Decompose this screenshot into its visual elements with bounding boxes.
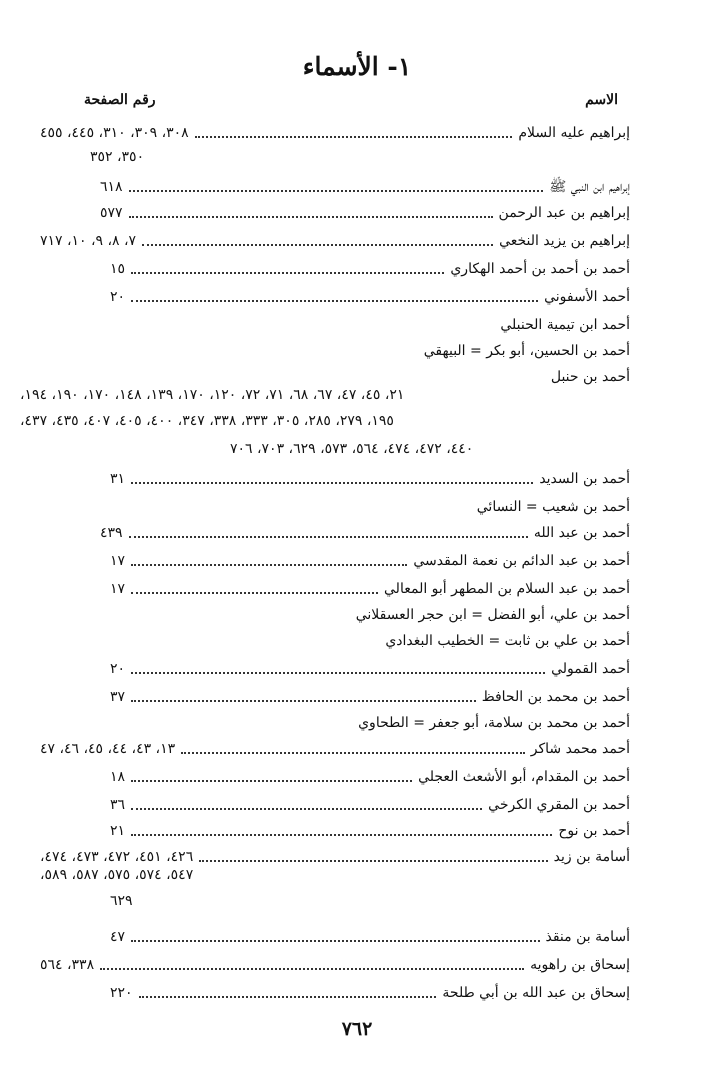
dotted-leader bbox=[131, 564, 407, 566]
entry-pages: ٣٥٠، ٣٥٢ bbox=[90, 149, 145, 165]
entry-pages: ٥٧٧ bbox=[100, 205, 123, 221]
entry-pages: ٢١ bbox=[110, 823, 126, 839]
dotted-leader bbox=[131, 592, 378, 594]
dotted-leader bbox=[142, 244, 493, 246]
entry-name: أحمد ابن تيمية الحنبلي bbox=[500, 317, 630, 333]
entry-name: إبراهيم بن عبد الرحمن bbox=[498, 205, 630, 221]
index-entry bbox=[40, 334, 630, 360]
entry-pages: ٢٠ bbox=[110, 661, 126, 677]
index-entry bbox=[40, 680, 630, 706]
entry-pages: ٣١ bbox=[110, 471, 126, 487]
entry-pages: ٦٢٩ bbox=[110, 893, 133, 909]
entry-pages: ٧، ٨، ٩، ١٠، ٧١٧ bbox=[40, 233, 137, 249]
continuation-line bbox=[20, 412, 600, 436]
entry-name: أحمد بن عبد الله bbox=[533, 525, 630, 541]
entry-name: أحمد بن علي بن ثابت = الخطيب البغدادي bbox=[385, 633, 630, 649]
dotted-leader bbox=[131, 672, 545, 674]
entry-name: أحمد بن الحسين، أبو بكر = البيهقي bbox=[423, 343, 630, 359]
index-entry bbox=[40, 598, 630, 624]
entry-pages: ٦١٨ bbox=[100, 179, 123, 195]
entry-name: أحمد بن محمد بن سلامة، أبو جعفر = الطحاوي bbox=[358, 715, 630, 731]
page-number: ٧٦٢ bbox=[341, 1018, 373, 1040]
entry-pages: ٢٠ bbox=[110, 289, 126, 305]
entry-pages: ٤٧ bbox=[110, 929, 126, 945]
dotted-leader bbox=[139, 996, 437, 998]
index-entry bbox=[40, 760, 630, 786]
index-entry bbox=[40, 976, 630, 1002]
continuation-line bbox=[40, 866, 630, 890]
dotted-leader bbox=[195, 136, 513, 138]
index-entry bbox=[40, 224, 630, 250]
index-entry bbox=[40, 948, 630, 974]
entry-name: أسامة بن منقذ bbox=[545, 929, 630, 945]
entry-name: أحمد بن عبد الدائم بن نعمة المقدسي bbox=[413, 553, 630, 569]
entry-pages: ١٧ bbox=[110, 553, 126, 569]
dotted-leader bbox=[131, 808, 482, 810]
index-entry bbox=[40, 116, 630, 142]
entry-name: أحمد القمولي bbox=[551, 661, 630, 677]
index-entry bbox=[40, 572, 630, 598]
index-entry bbox=[40, 840, 630, 866]
entry-name: أحمد بن شعيب = النسائي bbox=[476, 499, 630, 515]
column-header-pages: رقم الصفحة bbox=[84, 92, 156, 108]
entry-pages: ١٨ bbox=[110, 769, 126, 785]
entry-name: إسحاق بن عبد الله بن أبي طلحة bbox=[442, 985, 630, 1001]
entry-name: أحمد محمد شاكر bbox=[530, 741, 630, 757]
dotted-leader bbox=[131, 700, 476, 702]
index-entry bbox=[40, 920, 630, 946]
entry-pages: ١٣، ٤٣، ٤٤، ٤٥، ٤٦، ٤٧ bbox=[40, 741, 176, 757]
index-entry bbox=[40, 196, 630, 222]
entry-pages: ٢٢٠ bbox=[110, 985, 133, 1001]
dotted-leader bbox=[129, 216, 493, 218]
index-entry bbox=[40, 280, 630, 306]
entry-name: أحمد بن علي، أبو الفضل = ابن حجر العسقلاني bbox=[355, 607, 630, 623]
continuation-line bbox=[40, 892, 630, 916]
dotted-leader bbox=[100, 968, 524, 970]
entry-pages: ٣٣٨، ٥٦٤ bbox=[40, 957, 95, 973]
continuation-line bbox=[40, 148, 630, 172]
dotted-leader bbox=[131, 272, 444, 274]
entry-name: إبراهيم بن يزيد النخعي bbox=[499, 233, 630, 249]
dotted-leader bbox=[131, 940, 539, 942]
index-entry bbox=[40, 516, 630, 542]
entry-pages: ٢١، ٤٥، ٤٧، ٦٧، ٦٨، ٧١، ٧٢، ١٢٠، ١٧٠، ١٣٩، ١٤٨، ١٧٠، ١٩٠، ١٩٤، bbox=[20, 387, 405, 403]
entry-name: أحمد بن محمد بن الحافظ bbox=[481, 689, 630, 705]
continuation-line bbox=[20, 386, 600, 410]
entry-pages: ٤٢٦، ٤٥١، ٤٧٢، ٤٧٣، ٤٧٤، bbox=[40, 849, 194, 865]
index-entry bbox=[40, 652, 630, 678]
dotted-leader bbox=[199, 860, 547, 862]
index-entry bbox=[40, 360, 630, 386]
entry-name: أحمد بن حنبل bbox=[550, 369, 630, 385]
dotted-leader bbox=[181, 752, 525, 754]
entry-name: أحمد بن المقري الكرخي bbox=[488, 797, 630, 813]
entry-pages: ٣٦ bbox=[110, 797, 126, 813]
continuation-line bbox=[40, 440, 630, 464]
entry-pages: ٤٣٩ bbox=[100, 525, 123, 541]
entry-name: أحمد بن المقدام، أبو الأشعث العجلي bbox=[418, 769, 630, 785]
entry-pages: ٥٤٧، ٥٧٤، ٥٧٥، ٥٨٧، ٥٨٩، bbox=[40, 867, 194, 883]
index-entry bbox=[40, 732, 630, 758]
index-entry bbox=[40, 308, 630, 334]
index-entry bbox=[40, 490, 630, 516]
entry-pages: ١٩٥، ٢٧٩، ٢٨٥، ٣٠٥، ٣٣٣، ٣٣٨، ٣٤٧، ٤٠٠، ٤٠٥، ٤٠٧، ٤٣٥، ٤٣٧، bbox=[20, 413, 394, 429]
dotted-leader bbox=[131, 780, 412, 782]
entry-pages: ٣٧ bbox=[110, 689, 126, 705]
index-entry bbox=[40, 252, 630, 278]
entry-pages: ١٧ bbox=[110, 581, 126, 597]
dotted-leader bbox=[131, 834, 552, 836]
index-entry bbox=[40, 814, 630, 840]
entry-name: إبراهيم ابن النبي ﷺ bbox=[549, 179, 630, 195]
index-entry bbox=[40, 788, 630, 814]
index-entry bbox=[40, 170, 630, 196]
dotted-leader bbox=[131, 300, 538, 302]
entry-name: أحمد بن السديد bbox=[539, 471, 630, 487]
column-header-name: الاسم bbox=[585, 92, 618, 108]
entry-name: أحمد الأسفوني bbox=[544, 289, 630, 305]
entry-name: إسحاق بن راهويه bbox=[530, 957, 630, 973]
entry-pages: ١٥ bbox=[110, 261, 126, 277]
entry-name: أحمد بن أحمد بن أحمد الهكاري bbox=[450, 261, 630, 277]
index-entry bbox=[40, 462, 630, 488]
dotted-leader bbox=[131, 482, 533, 484]
dotted-leader bbox=[129, 536, 528, 538]
index-entry bbox=[40, 706, 630, 732]
page-title: ١- الأسماء bbox=[302, 52, 412, 81]
entry-pages: ٤٤٠، ٤٧٢، ٤٧٤، ٥٦٤، ٥٧٣، ٦٢٩، ٧٠٣، ٧٠٦ bbox=[230, 441, 474, 457]
dotted-leader bbox=[129, 190, 544, 192]
index-entry bbox=[40, 544, 630, 570]
entry-name: أحمد بن عبد السلام بن المطهر أبو المعالي bbox=[384, 581, 630, 597]
index-entry bbox=[40, 624, 630, 650]
entry-name: أسامة بن زيد bbox=[553, 849, 630, 865]
entry-name: أحمد بن نوح bbox=[558, 823, 630, 839]
entry-pages: ٣٠٨، ٣٠٩، ٣١٠، ٤٤٥، ٤٥٥ bbox=[40, 125, 189, 141]
entry-name: إبراهيم عليه السلام bbox=[518, 125, 630, 141]
